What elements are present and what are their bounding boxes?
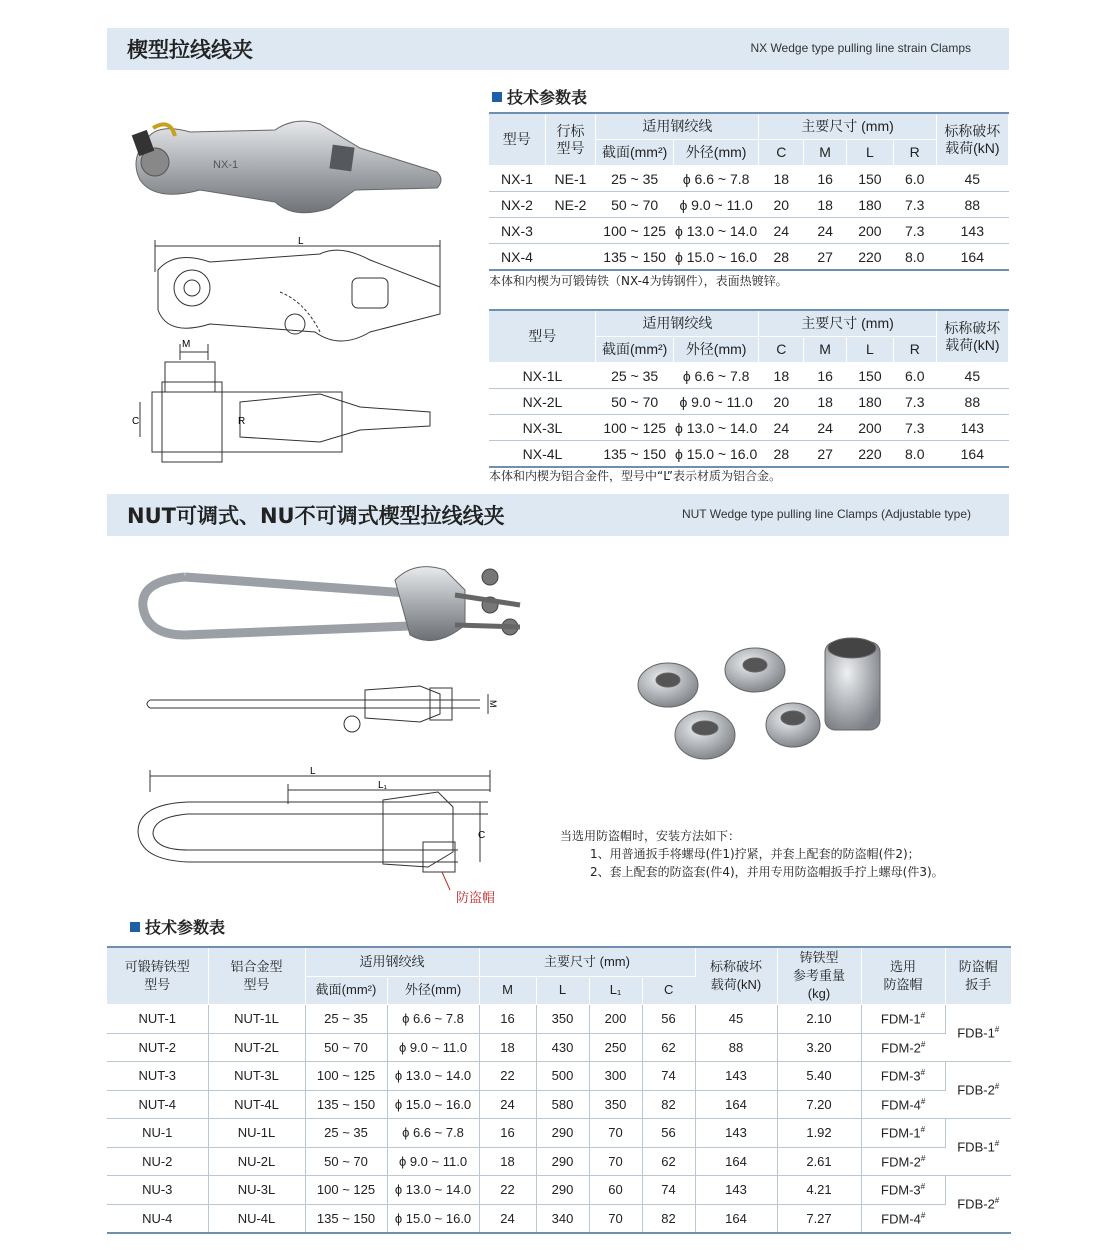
th-l: L bbox=[847, 140, 894, 166]
table-cell: 45 bbox=[936, 363, 1008, 389]
table-row bbox=[489, 166, 1009, 192]
clamp-stamp: NX-1 bbox=[213, 159, 239, 171]
nx-clamp-photo bbox=[115, 110, 460, 225]
table-cell: 24 bbox=[804, 415, 847, 441]
table-cell: NU-3L bbox=[208, 1176, 305, 1205]
table-cell bbox=[545, 218, 596, 244]
table-cell: 580 bbox=[536, 1090, 589, 1119]
table-cell: 25 ~ 35 bbox=[305, 1005, 387, 1034]
table-cell bbox=[545, 244, 596, 271]
table-cell: 18 bbox=[479, 1147, 536, 1176]
table-cell: ϕ 13.0 ~ 14.0 bbox=[673, 218, 759, 244]
table-cell: NE-2 bbox=[545, 192, 596, 218]
table-cell: NX-2 bbox=[489, 192, 545, 218]
table-cell: NU-4L bbox=[208, 1204, 305, 1233]
table-cell: 135 ~ 150 bbox=[305, 1090, 387, 1119]
th-dims: 主要尺寸 (mm) bbox=[759, 310, 936, 337]
heading-square-icon bbox=[492, 92, 502, 102]
table-cell: 50 ~ 70 bbox=[596, 192, 673, 218]
table-cell: NX-3L bbox=[489, 415, 596, 441]
table-cell: 5.40 bbox=[777, 1062, 861, 1091]
table-cell: 143 bbox=[695, 1176, 777, 1205]
th-od: 外径(mm) bbox=[387, 976, 479, 1005]
section2-header-band bbox=[107, 494, 1009, 536]
table-cell: ϕ 15.0 ~ 16.0 bbox=[673, 441, 759, 468]
th-m: M bbox=[479, 976, 536, 1005]
table-cell: ϕ 13.0 ~ 14.0 bbox=[673, 415, 759, 441]
table-row bbox=[107, 1090, 1011, 1119]
table-cell: 60 bbox=[589, 1176, 642, 1205]
dim-m: M bbox=[182, 339, 191, 350]
table-cell: 25 ~ 35 bbox=[596, 363, 673, 389]
th-m: M bbox=[804, 140, 847, 166]
table-cell: 16 bbox=[804, 363, 847, 389]
table-cell: 3.20 bbox=[777, 1033, 861, 1062]
table-cell: 164 bbox=[936, 441, 1008, 468]
table-cell: NU-2 bbox=[107, 1147, 208, 1176]
table-cell: 350 bbox=[536, 1005, 589, 1034]
table-cell: 290 bbox=[536, 1176, 589, 1205]
th-wrench: 防盗帽 扳手 bbox=[945, 947, 1011, 1005]
th-area: 截面(mm²) bbox=[596, 140, 673, 166]
th-load: 标称破坏 载荷(kN) bbox=[936, 113, 1008, 166]
table-cell: 200 bbox=[847, 218, 894, 244]
th-l: L bbox=[847, 337, 894, 363]
table-cell: 135 ~ 150 bbox=[596, 244, 673, 271]
install-step-1: 1、用普通扳手将螺母(件1)拧紧，并套上配套的防盗帽(件2)； bbox=[590, 847, 920, 861]
th-strand: 适用钢绞线 bbox=[596, 113, 759, 140]
table-cell: 220 bbox=[847, 441, 894, 468]
table-cell: 200 bbox=[847, 415, 894, 441]
table-cell: ϕ 9.0 ~ 11.0 bbox=[387, 1033, 479, 1062]
table-cell: 100 ~ 125 bbox=[596, 415, 673, 441]
th-load: 标称破坏 载荷(kN) bbox=[695, 947, 777, 1005]
table-cell: NE-1 bbox=[545, 166, 596, 192]
table-row bbox=[107, 1204, 1011, 1233]
table-row bbox=[489, 363, 1009, 389]
table-cell: NUT-4 bbox=[107, 1090, 208, 1119]
table-cell: 27 bbox=[804, 244, 847, 271]
table-cell: ϕ 15.0 ~ 16.0 bbox=[387, 1204, 479, 1233]
table-cell: 180 bbox=[847, 389, 894, 415]
table-cell: 200 bbox=[589, 1005, 642, 1034]
table-cell: NX-4 bbox=[489, 244, 545, 271]
table-cell: 62 bbox=[642, 1033, 695, 1062]
table-cell: 7.3 bbox=[893, 218, 936, 244]
table-cell: 164 bbox=[695, 1147, 777, 1176]
section1-title: 楔型拉线线夹 bbox=[127, 38, 253, 62]
table-cell: NUT-4L bbox=[208, 1090, 305, 1119]
table-cell: 290 bbox=[536, 1147, 589, 1176]
table-cell: 24 bbox=[759, 415, 804, 441]
table-cell: 24 bbox=[759, 218, 804, 244]
table-cell: 150 bbox=[847, 363, 894, 389]
table-cell: NU-4 bbox=[107, 1204, 208, 1233]
table-row bbox=[107, 1033, 1011, 1062]
table-cell: 16 bbox=[479, 1119, 536, 1148]
table-cell: NX-4L bbox=[489, 441, 596, 468]
th-c: C bbox=[642, 976, 695, 1005]
table-row bbox=[489, 218, 1009, 244]
table-cell: 430 bbox=[536, 1033, 589, 1062]
table-cell: 6.0 bbox=[893, 363, 936, 389]
section2-title: NUT可调式、NU不可调式楔型拉线线夹 bbox=[127, 504, 505, 528]
th-r: R bbox=[893, 337, 936, 363]
section1-header-band bbox=[107, 28, 1009, 70]
th-m: M bbox=[804, 337, 847, 363]
table-cell: 50 ~ 70 bbox=[305, 1033, 387, 1062]
table-cell: 7.3 bbox=[893, 389, 936, 415]
table-cell: 28 bbox=[759, 244, 804, 271]
th-r: R bbox=[893, 140, 936, 166]
table-cell: 7.3 bbox=[893, 192, 936, 218]
wrench-cell: FDB-1# bbox=[945, 1005, 1011, 1062]
nut-spec-table bbox=[107, 946, 1011, 1234]
table-cell: ϕ 6.6 ~ 7.8 bbox=[673, 363, 759, 389]
table-cell: 70 bbox=[589, 1147, 642, 1176]
table-cell: NUT-2L bbox=[208, 1033, 305, 1062]
nxl-spec-note: 本体和内楔为铝合金件，型号中“L”表示材质为铝合金。 bbox=[489, 469, 781, 483]
table-cell: 180 bbox=[847, 192, 894, 218]
table-cell: ϕ 9.0 ~ 11.0 bbox=[673, 389, 759, 415]
th-cap: 选用 防盗帽 bbox=[861, 947, 945, 1005]
dim-c: C bbox=[132, 416, 140, 427]
nxl-spec-table bbox=[489, 309, 1009, 468]
nx-spec-note: 本体和内楔为可锻铸铁（NX-4为铸钢件），表面热镀锌。 bbox=[489, 274, 788, 288]
table-cell: 50 ~ 70 bbox=[596, 389, 673, 415]
table-cell: 88 bbox=[936, 192, 1008, 218]
table-cell: 7.27 bbox=[777, 1204, 861, 1233]
table-cell: FDM-4# bbox=[861, 1090, 945, 1119]
th-l: L bbox=[536, 976, 589, 1005]
table-cell: 70 bbox=[589, 1119, 642, 1148]
dim-c: C bbox=[478, 830, 486, 841]
table-cell: 88 bbox=[695, 1033, 777, 1062]
table-cell: 143 bbox=[936, 415, 1008, 441]
table-cell: NU-1 bbox=[107, 1119, 208, 1148]
anti-theft-parts-photo bbox=[630, 630, 895, 775]
table-cell: 20 bbox=[759, 192, 804, 218]
table-cell: 350 bbox=[589, 1090, 642, 1119]
th-dims: 主要尺寸 (mm) bbox=[759, 113, 936, 140]
table-cell: 25 ~ 35 bbox=[596, 166, 673, 192]
table-cell: FDM-2# bbox=[861, 1147, 945, 1176]
table-cell: 164 bbox=[695, 1204, 777, 1233]
table-cell: NUT-3 bbox=[107, 1062, 208, 1091]
table-row bbox=[107, 1005, 1011, 1034]
table-row bbox=[107, 1176, 1011, 1205]
table-cell: ϕ 9.0 ~ 11.0 bbox=[387, 1147, 479, 1176]
table-cell: NU-2L bbox=[208, 1147, 305, 1176]
table-cell: NUT-1 bbox=[107, 1005, 208, 1034]
table-cell: NX-3 bbox=[489, 218, 545, 244]
th-area: 截面(mm²) bbox=[596, 337, 673, 363]
th-model: 型号 bbox=[489, 310, 596, 363]
nx-clamp-drawing bbox=[130, 232, 465, 467]
th-std-model: 行标 型号 bbox=[545, 113, 596, 166]
th-malleable: 可锻铸铁型 型号 bbox=[107, 947, 208, 1005]
wrench-cell: FDB-2# bbox=[945, 1176, 1011, 1234]
th-c: C bbox=[759, 140, 804, 166]
table-row bbox=[489, 441, 1009, 468]
table-cell: 143 bbox=[695, 1062, 777, 1091]
table-cell: FDM-2# bbox=[861, 1033, 945, 1062]
table-cell: 27 bbox=[804, 441, 847, 468]
table-cell: FDM-3# bbox=[861, 1176, 945, 1205]
table-cell: FDM-1# bbox=[861, 1005, 945, 1034]
table-cell: 340 bbox=[536, 1204, 589, 1233]
table-cell: 150 bbox=[847, 166, 894, 192]
table-cell: 135 ~ 150 bbox=[305, 1204, 387, 1233]
table-cell: NUT-2 bbox=[107, 1033, 208, 1062]
dim-r: R bbox=[238, 416, 246, 427]
table-cell: 18 bbox=[759, 166, 804, 192]
nut-side-drawing bbox=[140, 682, 510, 742]
table-row bbox=[489, 244, 1009, 271]
table-cell: 24 bbox=[479, 1090, 536, 1119]
th-load: 标称破坏 载荷(kN) bbox=[936, 310, 1008, 363]
table-cell: 28 bbox=[759, 441, 804, 468]
table-cell: 100 ~ 125 bbox=[305, 1062, 387, 1091]
th-l1: L₁ bbox=[589, 976, 642, 1005]
table-cell: 74 bbox=[642, 1176, 695, 1205]
table-cell: ϕ 6.6 ~ 7.8 bbox=[387, 1119, 479, 1148]
dim-m: M bbox=[488, 700, 498, 708]
table-cell: 16 bbox=[479, 1005, 536, 1034]
wrench-cell: FDB-2# bbox=[945, 1062, 1011, 1119]
th-strand: 适用钢绞线 bbox=[596, 310, 759, 337]
table-cell: 70 bbox=[589, 1204, 642, 1233]
th-od: 外径(mm) bbox=[673, 140, 759, 166]
table-cell: 100 ~ 125 bbox=[305, 1176, 387, 1205]
table-cell: NUT-1L bbox=[208, 1005, 305, 1034]
table-cell: ϕ 15.0 ~ 16.0 bbox=[387, 1090, 479, 1119]
th-weight: 铸铁型 参考重量 (kg) bbox=[777, 947, 861, 1005]
table-cell: 143 bbox=[936, 218, 1008, 244]
table-cell: ϕ 6.6 ~ 7.8 bbox=[387, 1005, 479, 1034]
section1-title-en: NX Wedge type pulling line strain Clamps bbox=[750, 41, 971, 55]
table-cell: 1.92 bbox=[777, 1119, 861, 1148]
table-row bbox=[489, 192, 1009, 218]
table-cell: 135 ~ 150 bbox=[596, 441, 673, 468]
table-row bbox=[107, 1147, 1011, 1176]
section2-param-heading: 技术参数表 bbox=[130, 915, 225, 938]
table-cell: ϕ 6.6 ~ 7.8 bbox=[673, 166, 759, 192]
table-cell: 164 bbox=[936, 244, 1008, 271]
table-cell: 45 bbox=[936, 166, 1008, 192]
table-cell: 82 bbox=[642, 1090, 695, 1119]
table-cell: 62 bbox=[642, 1147, 695, 1176]
th-model: 型号 bbox=[489, 113, 545, 166]
anti-theft-label: 防盗帽 bbox=[456, 891, 496, 906]
th-alloy: 铝合金型 型号 bbox=[208, 947, 305, 1005]
th-od: 外径(mm) bbox=[673, 337, 759, 363]
table-cell: FDM-4# bbox=[861, 1204, 945, 1233]
table-cell: 20 bbox=[759, 389, 804, 415]
nut-spec-body bbox=[107, 1005, 1011, 1234]
table-cell: 8.0 bbox=[893, 244, 936, 271]
table-cell: 24 bbox=[804, 218, 847, 244]
table-cell: ϕ 13.0 ~ 14.0 bbox=[387, 1062, 479, 1091]
table-cell: ϕ 15.0 ~ 16.0 bbox=[673, 244, 759, 271]
table-cell: 220 bbox=[847, 244, 894, 271]
table-cell: NX-2L bbox=[489, 389, 596, 415]
table-cell: 100 ~ 125 bbox=[596, 218, 673, 244]
table-cell: 74 bbox=[642, 1062, 695, 1091]
table-cell: 18 bbox=[804, 192, 847, 218]
install-step-2: 2、套上配套的防盗套(件4)，并用专用防盗帽扳手拧上螺母(件3)。 bbox=[590, 865, 944, 879]
table-cell: 7.20 bbox=[777, 1090, 861, 1119]
nx-spec-table bbox=[489, 112, 1009, 271]
table-cell: 8.0 bbox=[893, 441, 936, 468]
dim-l: L bbox=[310, 766, 316, 777]
table-cell: 18 bbox=[804, 389, 847, 415]
section1-param-heading: 技术参数表 bbox=[492, 85, 587, 108]
table-cell: 300 bbox=[589, 1062, 642, 1091]
table-cell: 143 bbox=[695, 1119, 777, 1148]
table-cell: NX-1L bbox=[489, 363, 596, 389]
table-row bbox=[489, 415, 1009, 441]
wrench-cell: FDB-1# bbox=[945, 1119, 1011, 1176]
table-cell: 22 bbox=[479, 1176, 536, 1205]
table-cell: NUT-3L bbox=[208, 1062, 305, 1091]
table-cell: NU-3 bbox=[107, 1176, 208, 1205]
nx-spec-body bbox=[489, 166, 1009, 271]
table-cell: 56 bbox=[642, 1005, 695, 1034]
table-cell: 24 bbox=[479, 1204, 536, 1233]
table-cell: FDM-1# bbox=[861, 1119, 945, 1148]
table-cell: 56 bbox=[642, 1119, 695, 1148]
table-row bbox=[107, 1062, 1011, 1091]
table-cell: 290 bbox=[536, 1119, 589, 1148]
table-cell: 22 bbox=[479, 1062, 536, 1091]
table-cell: 88 bbox=[936, 389, 1008, 415]
table-cell: 250 bbox=[589, 1033, 642, 1062]
table-row bbox=[107, 1119, 1011, 1148]
th-strand: 适用钢绞线 bbox=[305, 947, 479, 976]
table-cell: 500 bbox=[536, 1062, 589, 1091]
table-cell: 164 bbox=[695, 1090, 777, 1119]
table-cell: 18 bbox=[479, 1033, 536, 1062]
install-title: 当选用防盗帽时，安装方法如下： bbox=[560, 829, 741, 843]
table-cell: 2.10 bbox=[777, 1005, 861, 1034]
table-cell: NX-1 bbox=[489, 166, 545, 192]
table-cell: 6.0 bbox=[893, 166, 936, 192]
section2-title-en: NUT Wedge type pulling line Clamps (Adjustable type) bbox=[681, 507, 971, 521]
th-dims: 主要尺寸 (mm) bbox=[479, 947, 695, 976]
dim-l1: L₁ bbox=[378, 780, 387, 791]
table-cell: 45 bbox=[695, 1005, 777, 1034]
table-cell: 7.3 bbox=[893, 415, 936, 441]
table-cell: 16 bbox=[804, 166, 847, 192]
table-cell: NU-1L bbox=[208, 1119, 305, 1148]
table-cell: ϕ 9.0 ~ 11.0 bbox=[673, 192, 759, 218]
dim-l: L bbox=[298, 236, 304, 247]
table-cell: 25 ~ 35 bbox=[305, 1119, 387, 1148]
table-cell: 82 bbox=[642, 1204, 695, 1233]
heading-square-icon bbox=[130, 922, 140, 932]
nut-clamp-photo bbox=[135, 555, 525, 665]
table-cell: ϕ 13.0 ~ 14.0 bbox=[387, 1176, 479, 1205]
th-area: 截面(mm²) bbox=[305, 976, 387, 1005]
table-cell: 18 bbox=[759, 363, 804, 389]
table-row bbox=[489, 389, 1009, 415]
table-cell: FDM-3# bbox=[861, 1062, 945, 1091]
table-cell: 4.21 bbox=[777, 1176, 861, 1205]
table-cell: 50 ~ 70 bbox=[305, 1147, 387, 1176]
nxl-spec-body bbox=[489, 363, 1009, 468]
th-c: C bbox=[759, 337, 804, 363]
table-cell: 2.61 bbox=[777, 1147, 861, 1176]
